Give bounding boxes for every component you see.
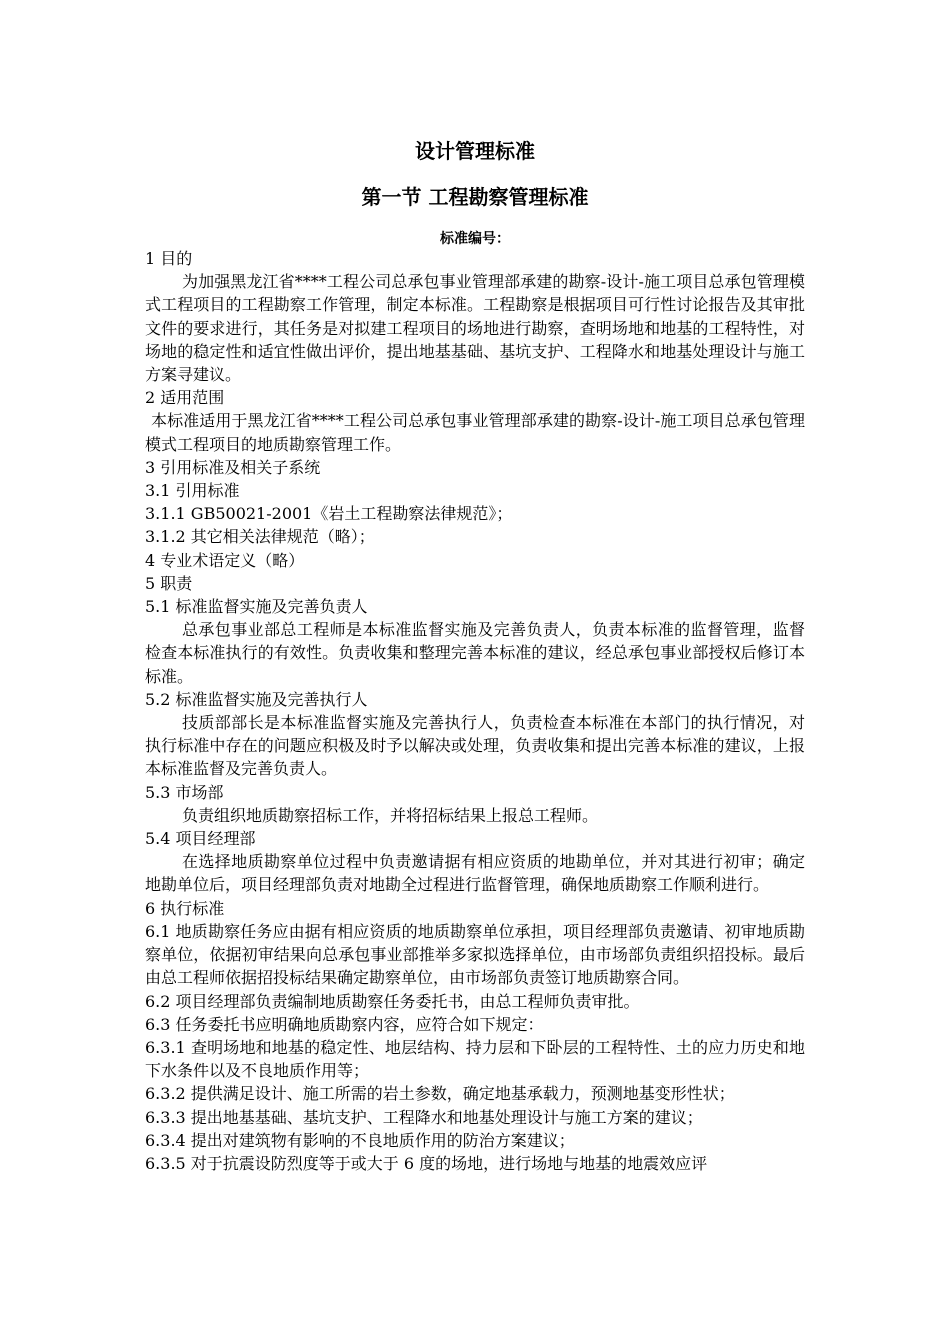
paragraph: 3.1 引用标准 <box>145 481 240 501</box>
paragraph: 技质部部长是本标准监督实施及完善执行人，负责检查本标准在本部门的执行情况，对执行标准中存在的问题应积极及时予以解决或处理，负责收集和提出完善本标准的建议，上报本标准监督及完善负责人。 <box>145 713 805 779</box>
paragraph: 6.2 项目经理部负责编制地质勘察任务委托书，由总工程师负责审批。 <box>145 991 640 1011</box>
paragraph: 在选择地质勘察单位过程中负责邀请据有相应资质的地勘单位，并对其进行初审；确定地勘单位后，项目经理部负责对地勘全过程进行监督管理，确保地质勘察工作顺利进行。 <box>145 852 805 895</box>
paragraph: 5.4 项目经理部 <box>145 829 256 849</box>
paragraph: 5.2 标准监督实施及完善执行人 <box>145 689 368 709</box>
paragraph: 6.3.1 查明场地和地基的稳定性、地层结构、持力层和下卧层的工程特性、土的应力历史和地下水条件以及不良地质作用等； <box>145 1037 805 1081</box>
paragraph: 1 目的 <box>145 249 193 268</box>
paragraph: 6.3.3 提出地基基础、基坑支护、工程降水和地基处理设计与施工方案的建议； <box>145 1107 703 1127</box>
paragraph: 本标准适用于黑龙江省****工程公司总承包事业管理部承建的勘察-设计-施工项目总承包管理模式工程项目的地质勘察管理工作。 <box>145 411 805 454</box>
paragraph: 6.3 任务委托书应明确地质勘察内容，应符合如下规定： <box>145 1014 544 1034</box>
paragraph: 6.3.5 对于抗震设防烈度等于或大于 6 度的场地，进行场地与地基的地震效应评 <box>145 1153 708 1173</box>
paragraph: 5.3 市场部 <box>145 782 224 802</box>
paragraph: 2 适用范围 <box>145 388 225 408</box>
paragraph: 6 执行标准 <box>145 898 225 918</box>
paragraph: 5.1 标准监督实施及完善负责人 <box>145 597 368 617</box>
standard-code-label: 标准编号： <box>440 231 510 247</box>
paragraph: 3.1.2 其它相关法律规范（略）； <box>145 527 375 547</box>
paragraph: 3 引用标准及相关子系统 <box>145 457 321 477</box>
paragraph: 3.1.1 GB50021-2001《岩土工程勘察法律规范》； <box>145 504 513 524</box>
document-title: 设计管理标准 <box>415 139 535 163</box>
paragraph: 为加强黑龙江省****工程公司总承包事业管理部承建的勘察-设计-施工项目总承包管理模式工程项目的工程勘察工作管理，制定本标准。工程勘察是根据项目可行性讨论报告及其审批文件的要求进行，其任务是对拟建工程项目的场地进行勘察，查明场地和地基的工程特性，对场地的稳定性和适宜性做出评价，提出地基基础、基坑支护、工程降水和地基处理设计与施工方案寻建议。 <box>145 272 805 385</box>
paragraph: 6.3.2 提供满足设计、施工所需的岩土参数，确定地基承载力，预测地基变形性状； <box>145 1084 735 1104</box>
document-body <box>145 247 805 1175</box>
paragraph: 负责组织地质勘察招标工作，并将招标结果上报总工程师。 <box>182 805 599 825</box>
paragraph: 总承包事业部总工程师是本标准监督实施及完善负责人，负责本标准的监督管理，监督检查本标准执行的有效性。负责收集和整理完善本标准的建议，经总承包事业部授权后修订本标准。 <box>145 620 805 686</box>
paragraph: 4 专业术语定义（略） <box>145 550 305 570</box>
paragraph: 6.1 地质勘察任务应由据有相应资质的地质勘察单位承担，项目经理部负责邀请、初审地质勘察单位，依据初审结果向总承包事业部推举多家拟选择单位，由市场部负责组织招投标。最后由总工程师依据招投标结果确定勘察单位，由市场部负责签订地质勘察合同。 <box>145 921 805 988</box>
section-title: 第一节 工程勘察管理标准 <box>361 185 589 209</box>
paragraph: 5 职责 <box>145 573 193 593</box>
paragraph: 6.3.4 提出对建筑物有影响的不良地质作用的防治方案建议； <box>145 1130 575 1150</box>
